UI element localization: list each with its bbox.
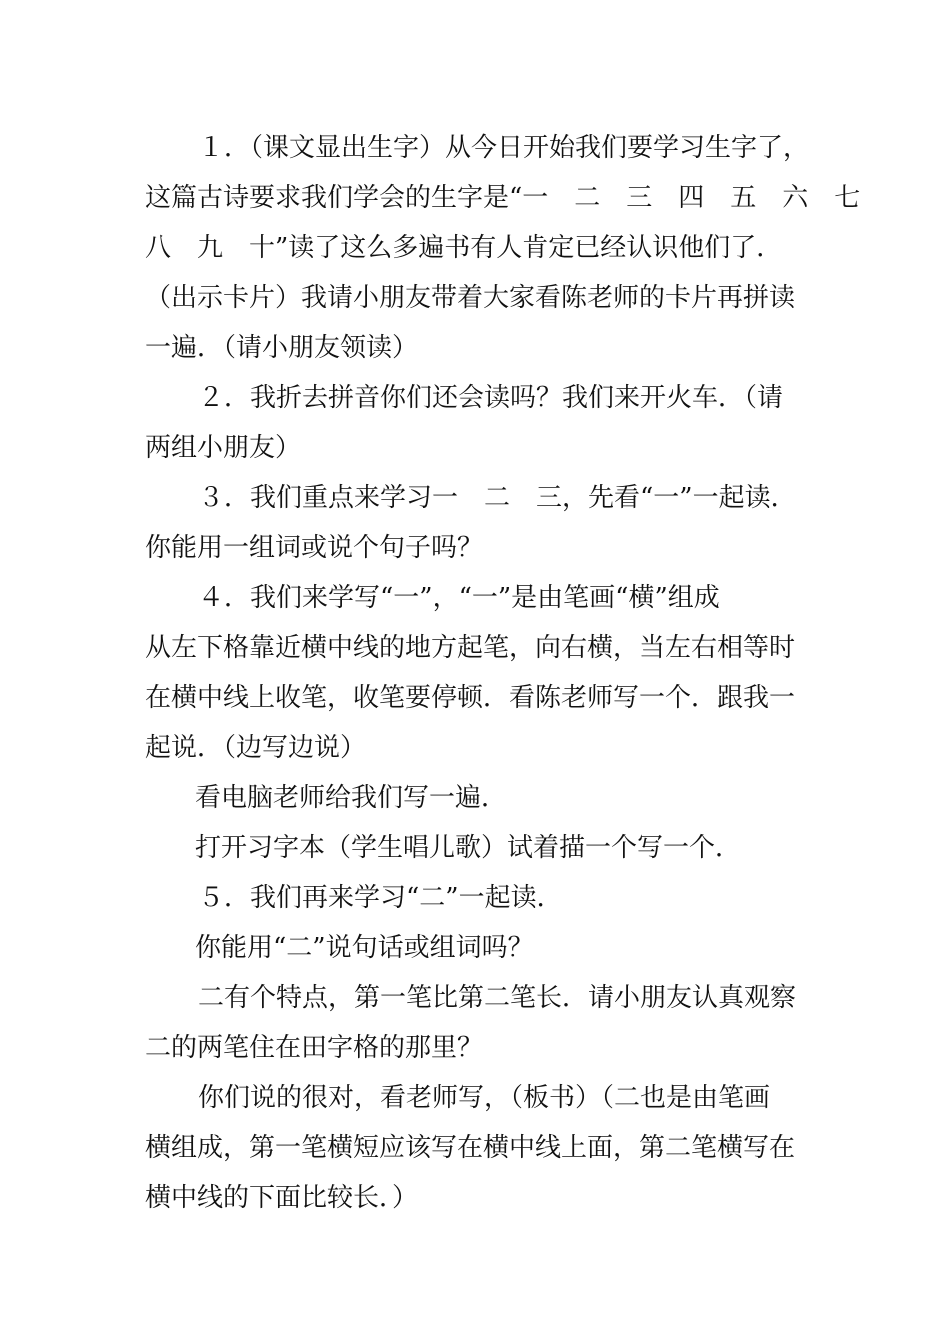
paragraph-8-line-1: 你能用“二”说句话或组词吗？ <box>195 933 534 963</box>
paragraph-1-line-4: （出示卡片）我请小朋友带着大家看陈老师的卡片再拼读 <box>145 283 796 313</box>
paragraph-9-line-2: 二的两笔住在田字格的那里？ <box>145 1033 484 1063</box>
paragraph-2-line-2: 两组小朋友） <box>145 433 302 463</box>
paragraph-1-line-1: １．（课文显出生字）从今日开始我们要学习生字了， <box>172 133 810 163</box>
paragraph-10-line-2: 横组成，第一笔横短应该写在横中线上面，第二笔横写在 <box>145 1133 796 1163</box>
paragraph-4-line-3: 在横中线上收笔，收笔要停顿．看陈老师写一个．跟我一 <box>145 683 796 713</box>
paragraph-1-line-5: 一遍．（请小朋友领读） <box>145 333 419 363</box>
paragraph-1-line-3: 八 九 十”读了这么多遍书有人肯定已经认识他们了． <box>145 233 783 263</box>
paragraph-3-line-1: ３．我们重点来学习一 二 三，先看“一”一起读． <box>172 483 797 513</box>
paragraph-4-line-4: 起说．（边写边说） <box>145 733 367 763</box>
paragraph-6-line-1: 打开习字本（学生唱儿歌）试着描一个写一个． <box>195 833 742 863</box>
paragraph-10-line-1: 你们说的很对，看老师写，（板书）（二也是由笔画 <box>198 1083 771 1113</box>
paragraph-4-line-2: 从左下格靠近横中线的地方起笔，向右横，当左右相等时 <box>145 633 796 663</box>
paragraph-1-line-2: 这篇古诗要求我们学会的生字是“一 二 三 四 五 六 七 <box>145 183 861 213</box>
paragraph-3-line-2: 你能用一组词或说个句子吗？ <box>145 533 484 563</box>
paragraph-10-line-3: 横中线的下面比较长．） <box>145 1183 419 1213</box>
paragraph-9-line-1: 二有个特点，第一笔比第二笔长．请小朋友认真观察 <box>198 983 797 1013</box>
paragraph-4-line-1: ４．我们来学写“一”，“一”是由笔画“横”组成 <box>172 583 720 613</box>
paragraph-5-line-1: 看电脑老师给我们写一遍． <box>195 783 508 813</box>
paragraph-2-line-1: ２．我折去拼音你们还会读吗？我们来开火车．（请 <box>172 383 784 413</box>
paragraph-7-line-1: ５．我们再来学习“二”一起读． <box>198 883 563 913</box>
